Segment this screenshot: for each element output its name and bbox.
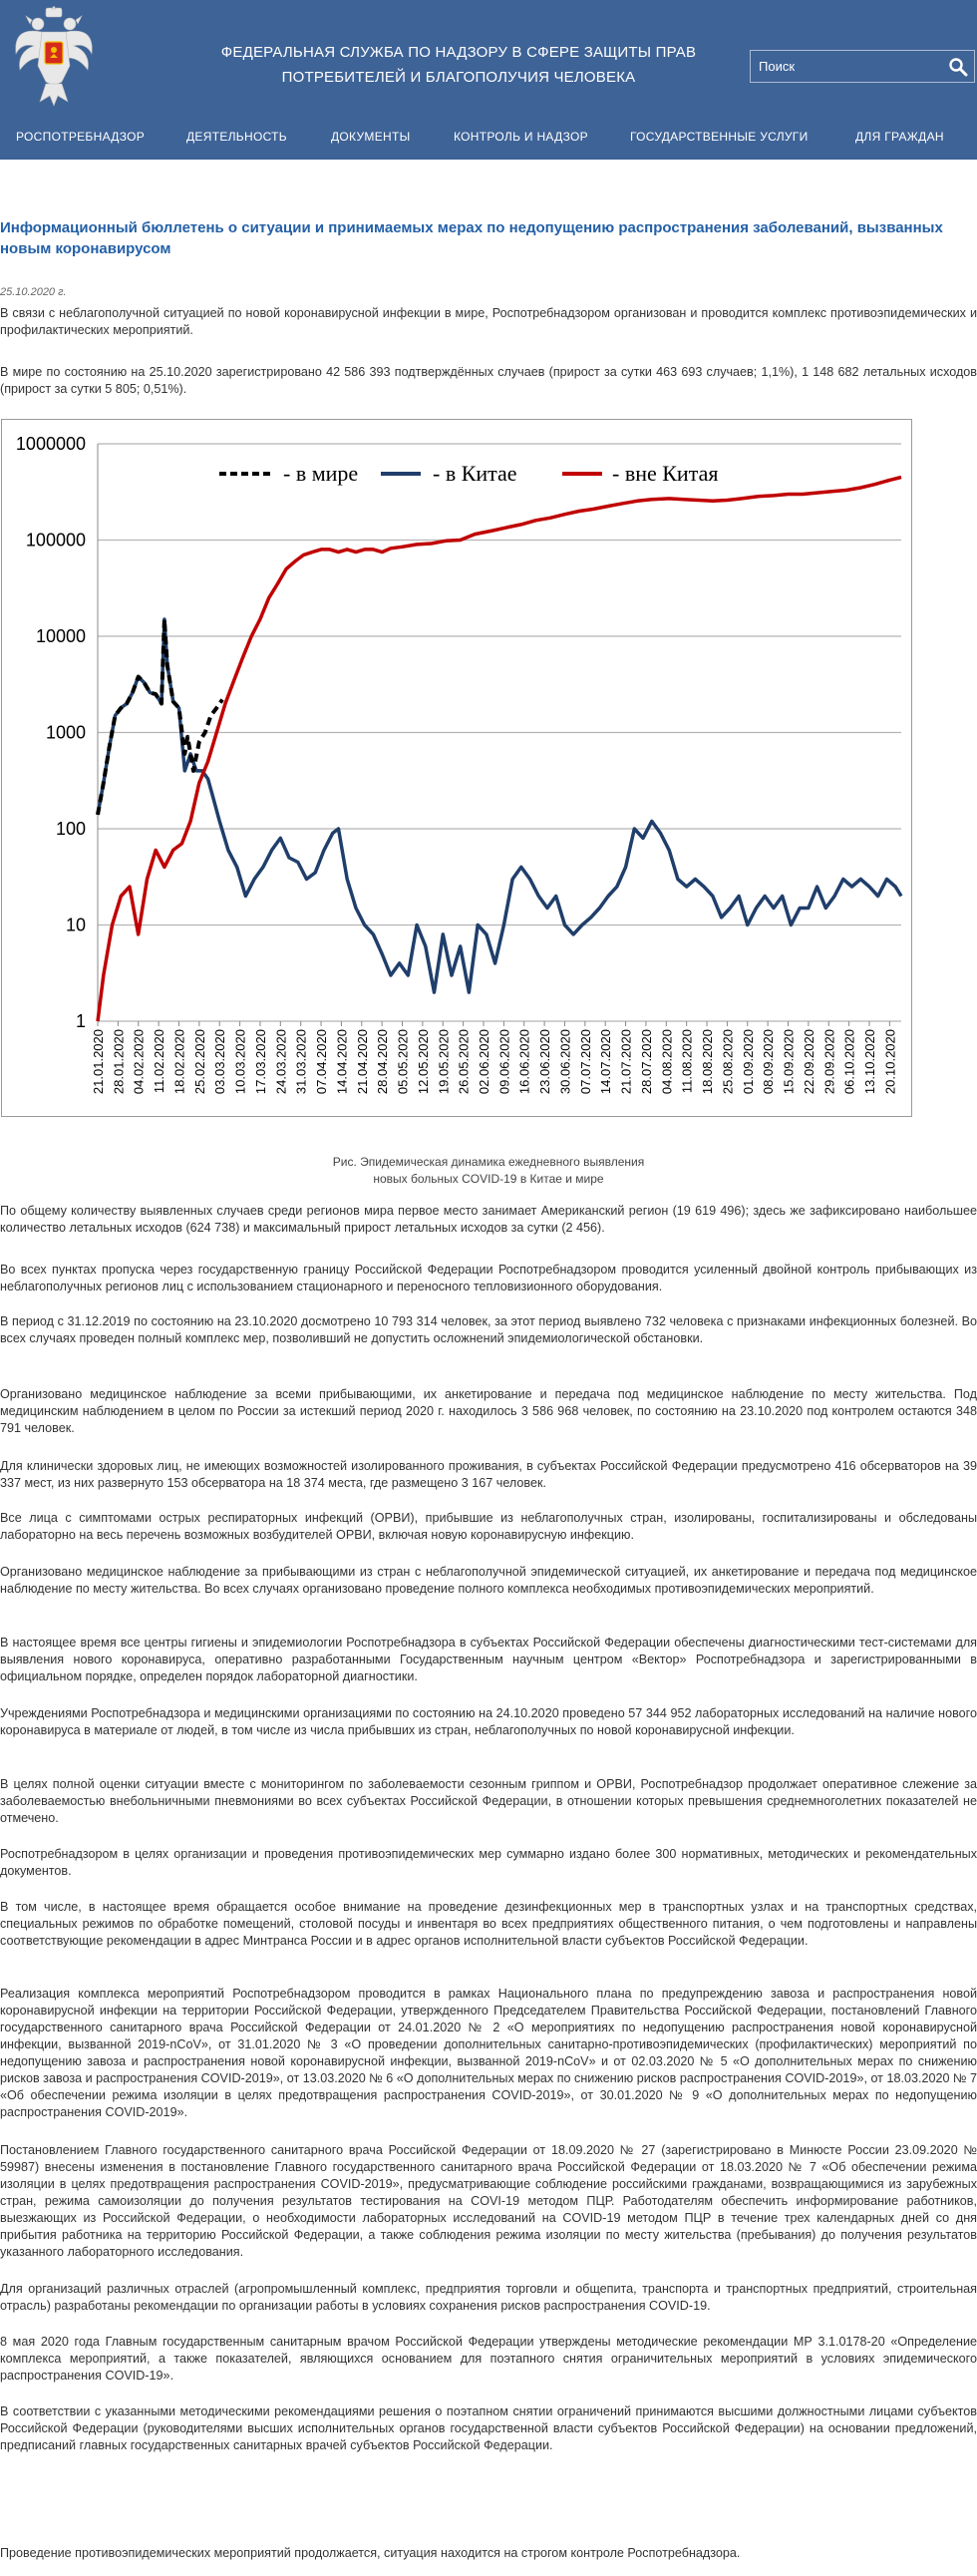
paragraph: Реализация комплекса мероприятий Роспотребнадзором проводится в рамках Национального плана по предупреждению завоза и распространения новой коронавирусной инфекции на территории Российской Федерации, утвержденного Председателем Правительства Российской Федерации, постановлений Главного государственного санитарного врача Российской Федерации от 24.01.2020 № 2 «О мероприятиях по недопущению распространения новой коронавирусной инфекции, вызванной 2019-nCoV», от 31.01.2020 № 3 «О проведении дополнительных санитарно-противоэпидемических (профилактических) мероприятий по недопущению завоза и распространения новой коронавирусной инфекции, вызванной 2019-nCoV» и от 02.03.2020 № 5 «О дополнительных мерах по снижению рисков завоза и распространения COVID-2019», от 13.03.2020 № 6 «О дополнительных мерах по снижению рисков распространения COVID-2019», от 18.03.2020 № 7 «Об обеспечении режима изоляции в целях предотвращения распространения COVID-2019», от 30.01.2020 № 9 «О дополнительных мерах по недопущению распространения COVID-2019». — [0, 1987, 977, 2119]
x-tick-label: 24.03.2020 — [273, 1029, 289, 1095]
paragraph: В соответствии с указанными методическими рекомендациями решения о поэтапном снятии ограничений принимаются высшими должностными лицами субъектов Российской Федерации (руководителями высших исполнительных органов государственной власти субъектов Российской Федерации) на основании предложений, предписаний главных государственных санитарных врачей субъектов Российской Федерации. — [0, 2404, 977, 2452]
x-tick-label: 13.10.2020 — [861, 1029, 877, 1095]
x-tick-label: 30.06.2020 — [557, 1029, 573, 1095]
paragraph: Учреждениями Роспотребнадзора и медицинскими организациями по состоянию на 24.10.2020 проведено 57 344 952 лабораторных исследований на наличие нового коронавируса в материале от людей, в том числе из числа прибывших из стран, неблагополучных по новой коронавирусной инфекции. — [0, 1706, 977, 1737]
paragraph: В мире по состоянию на 25.10.2020 зарегистрировано 42 586 393 подтверждённых случаев (прирост за сутки 463 693 случаев; 1,1%), 1 148 682 летальных исходов (прирост за сутки 5 805; 0,51%). — [0, 365, 977, 396]
x-tick-label: 16.06.2020 — [516, 1029, 532, 1095]
x-tick-label: 19.05.2020 — [436, 1029, 452, 1095]
x-tick-label: 18.08.2020 — [700, 1029, 716, 1095]
x-tick-label: 25.02.2020 — [191, 1029, 207, 1095]
search-box — [750, 50, 975, 83]
paragraph: В том числе, в настоящее время обращается особое внимание на проведение дезинфекционных мер в транспортных узлах и на транспортных средствах, специальных режимов по обработке помещений, столовой посуды и инвентаря во всех предприятиях общественного питания, о чем подготовлены и направлены соответствующие рекомендации в адрес Минтранса России и в адрес органов исполнительной власти субъектов Российской Федерации. — [0, 1900, 977, 1948]
x-tick-label: 04.08.2020 — [659, 1029, 675, 1095]
y-tick-label: 1000 — [45, 722, 86, 743]
x-tick-label: 21.04.2020 — [354, 1029, 370, 1095]
x-tick-label: 28.04.2020 — [375, 1029, 391, 1095]
search-input[interactable] — [751, 51, 930, 82]
paragraph: Для организаций различных отраслей (агропромышленный комплекс, предприятия торговли и общепита, транспорта и транспортных предприятий, строительная отрасль) разработаны рекомендации по организации работы в условиях сохранения рисков распространения COVID-19. — [0, 2282, 977, 2313]
x-tick-label: 07.04.2020 — [314, 1029, 330, 1095]
epidemic-chart-svg — [2, 420, 911, 1116]
site-header — [0, 0, 977, 160]
y-tick-label: 1000000 — [15, 434, 86, 454]
x-tick-label: 10.03.2020 — [232, 1029, 248, 1095]
paragraph: Роспотребнадзором в целях организации и проведения противоэпидемических мер суммарно издано более 300 нормативных, методических и рекомендательных документов. — [0, 1847, 977, 1878]
chart-caption — [0, 1154, 977, 1188]
main-nav — [0, 130, 977, 152]
x-tick-label: 29.09.2020 — [821, 1029, 837, 1095]
article-date: 25.10.2020 г. — [0, 286, 67, 298]
chart-caption-line1: Рис. Эпидемическая динамика ежедневного выявления — [332, 1155, 645, 1169]
y-tick-label: 10 — [65, 915, 86, 935]
x-tick-label: 11.08.2020 — [679, 1029, 695, 1094]
x-tick-label: 17.03.2020 — [252, 1029, 268, 1095]
x-tick-label: 02.06.2020 — [476, 1029, 491, 1095]
paragraph: Организовано медицинское наблюдение за прибывающими из стран с неблагополучной эпидемической ситуацией, их анкетирование и передача под медицинское наблюдение по месту жительства. Во всех случаях организовано проведение полного комплекса необходимых противоэпидемических мероприятий. — [0, 1565, 977, 1596]
site-title-line1: ФЕДЕРАЛЬНАЯ СЛУЖБА ПО НАДЗОРУ В СФЕРЕ ЗАЩИТЫ ПРАВ — [220, 44, 697, 61]
paragraph: Проведение противоэпидемических мероприятий продолжается, ситуация находится на строгом контроле Роспотребнадзора. — [0, 2546, 741, 2560]
nav-item-activity[interactable]: ДЕЯТЕЛЬНОСТЬ — [186, 130, 287, 144]
x-tick-label: 22.09.2020 — [801, 1029, 816, 1095]
site-title — [189, 40, 728, 90]
x-tick-label: 12.05.2020 — [415, 1029, 431, 1095]
paragraph: По общему количеству выявленных случаев среди регионов мира первое место занимает Американский регион (19 619 496); здесь же зафиксировано наибольшее количество летальных исходов (624 738) и максимальный прирост летальных исходов за сутки (2 456). — [0, 1204, 977, 1235]
y-tick-label: 100 — [55, 819, 86, 839]
x-tick-label: 31.03.2020 — [293, 1029, 309, 1095]
chart-caption-line2: новых больных COVID-19 в Китае и мире — [373, 1172, 604, 1186]
paragraph: Постановлением Главного государственного санитарного врача Российской Федерации от 18.09.2020 № 27 (зарегистрировано в Минюсте России 23.09.2020 № 59987) внесены изменения в постановление Главного государственного санитарного врача Российской Федерации от 18.03.2020 № 7 «Об обеспечении режима изоляции в целях предотвращения распространения COVID-2019», предусматривающие соблюдение российскими гражданами, возвращающимися из зарубежных стран, режима самоизоляции до получения результатов тестирования на COVI-19 методом ПЦР. Работодателям обеспечить информирование работников, выезжающих из Российской Федерации, о необходимости лабораторных исследований на COVID-19 методом ПЦР в течение трех календарных дней со дня прибытия работника на территорию Российской Федерации, а также соблюдения режима изоляции по месту жительства (пребывания) до получения результатов указанного лабораторного исследования. — [0, 2143, 977, 2259]
x-tick-label: 08.09.2020 — [761, 1029, 777, 1095]
paragraph: Все лица с симптомами острых респираторных инфекций (ОРВИ), прибывшие из неблагополучных стран, изолированы, госпитализированы и обследованы лабораторно на весь перечень возможных возбудителей ОРВИ, включая новую коронавирусную инфекцию. — [0, 1511, 977, 1542]
y-tick-label: 100000 — [25, 530, 86, 551]
x-tick-label: 25.08.2020 — [720, 1029, 736, 1095]
legend-label-1: - в Китае — [433, 461, 517, 486]
x-tick-label: 06.10.2020 — [841, 1029, 857, 1095]
legend-label-2: - вне Китая — [612, 461, 719, 486]
x-tick-label: 04.02.2020 — [131, 1029, 147, 1095]
legend-label-0: - в мире — [283, 461, 359, 486]
nav-item-control[interactable]: КОНТРОЛЬ И НАДЗОР — [454, 130, 588, 144]
x-tick-label: 15.09.2020 — [781, 1029, 797, 1095]
paragraph: Для клинически здоровых лиц, не имеющих возможностей изолированного проживания, в субъектах Российской Федерации предусмотрено 416 обсерваторов на 39 337 мест, из них развернуто 153 обсерватора на 18 374 места, где размещено 3 167 человек. — [0, 1459, 977, 1490]
x-tick-label: 03.03.2020 — [212, 1029, 228, 1095]
coat-of-arms-logo[interactable] — [12, 6, 96, 120]
magnifier-icon[interactable] — [948, 57, 968, 77]
x-tick-label: 09.06.2020 — [496, 1029, 512, 1095]
x-tick-label: 05.05.2020 — [395, 1029, 411, 1095]
epidemic-chart — [1, 419, 912, 1117]
nav-item-documents[interactable]: ДОКУМЕНТЫ — [331, 130, 411, 144]
nav-item-gov-services[interactable]: ГОСУДАРСТВЕННЫЕ УСЛУГИ — [630, 130, 809, 144]
article-title: Информационный бюллетень о ситуации и принимаемых мерах по недопущению распространения заболеваний, вызванных новым коронавирусом — [0, 219, 943, 257]
x-tick-label: 18.02.2020 — [171, 1029, 187, 1095]
x-tick-label: 21.07.2020 — [618, 1029, 634, 1095]
paragraph: В период с 31.12.2019 по состоянию на 23.10.2020 досмотрено 10 793 314 человек, за этот период выявлено 732 человека с признаками инфекционных болезней. Во всех случаях проведен полный комплекс мер, позволивший не допустить осложнений эпидемиологической обстановки. — [0, 1314, 977, 1345]
x-tick-label: 28.01.2020 — [111, 1029, 127, 1095]
y-tick-label: 1 — [75, 1011, 86, 1031]
x-tick-label: 20.10.2020 — [882, 1029, 898, 1095]
paragraph: Во всех пунктах пропуска через государственную границу Российской Федерации Роспотребнадзором проводится усиленный двойной контроль прибывающих из неблагополучных регионов лиц с использованием стационарного и переносного тепловизионного оборудования. — [0, 1263, 977, 1293]
x-tick-label: 23.06.2020 — [537, 1029, 553, 1095]
site-title-line2: ПОТРЕБИТЕЛЕЙ И БЛАГОПОЛУЧИЯ ЧЕЛОВЕКА — [281, 69, 636, 86]
paragraph: Организовано медицинское наблюдение за всеми прибывающими, их анкетирование и передача под медицинское наблюдение по месту жительства. Под медицинским наблюдением в целом по России за истекший период 2020 г. находилось 3 586 968 человек, по состоянию на 23.10.2020 под контролем остаются 348 791 человек. — [0, 1387, 977, 1435]
paragraph: 8 мая 2020 года Главным государственным санитарным врачом Российской Федерации утверждены методические рекомендации МР 3.1.0178-20 «Определение комплекса мероприятий, а также показателей, являющихся основанием для поэтапного снятия ограничительных мероприятий в условиях эпидемического распространения COVID-19». — [0, 2335, 977, 2383]
paragraph: В целях полной оценки ситуации вместе с мониторингом по заболеваемости сезонным гриппом и ОРВИ, Роспотребнадзор продолжает оперативное слежение за заболеваемостью внебольничными пневмониями во всех субъектах Российской Федерации, в отношении которых превышения среднемноголетних показателей не отмечено. — [0, 1777, 977, 1825]
x-tick-label: 28.07.2020 — [638, 1029, 654, 1095]
x-tick-label: 14.04.2020 — [334, 1029, 350, 1095]
x-tick-label: 11.02.2020 — [152, 1029, 167, 1094]
y-tick-label: 10000 — [35, 626, 86, 646]
paragraph: В настоящее время все центры гигиены и эпидемиологии Роспотребнадзора в субъектах Российской Федерации обеспечены диагностическими тест-системами для выявления нового коронавируса, оперативно разработанными Государственным научным центром «Вектор» Роспотребнадзора и зарегистрированными в официальном порядке, определен порядок лабораторной диагностики. — [0, 1636, 977, 1683]
x-tick-label: 14.07.2020 — [598, 1029, 614, 1095]
x-tick-label: 01.09.2020 — [740, 1029, 756, 1095]
x-tick-label: 26.05.2020 — [456, 1029, 472, 1095]
nav-item-for-citizens[interactable]: ДЛЯ ГРАЖДАН — [855, 130, 944, 144]
x-tick-label: 07.07.2020 — [577, 1029, 593, 1095]
x-tick-label: 21.01.2020 — [91, 1029, 106, 1095]
nav-item-rospotrebnadzor[interactable]: РОСПОТРЕБНАДЗОР — [16, 130, 146, 144]
paragraph: В связи с неблагополучной ситуацией по новой коронавирусной инфекции в мире, Роспотребнадзором организован и проводится комплекс противоэпидемических и профилактических мероприятий. — [0, 306, 977, 337]
